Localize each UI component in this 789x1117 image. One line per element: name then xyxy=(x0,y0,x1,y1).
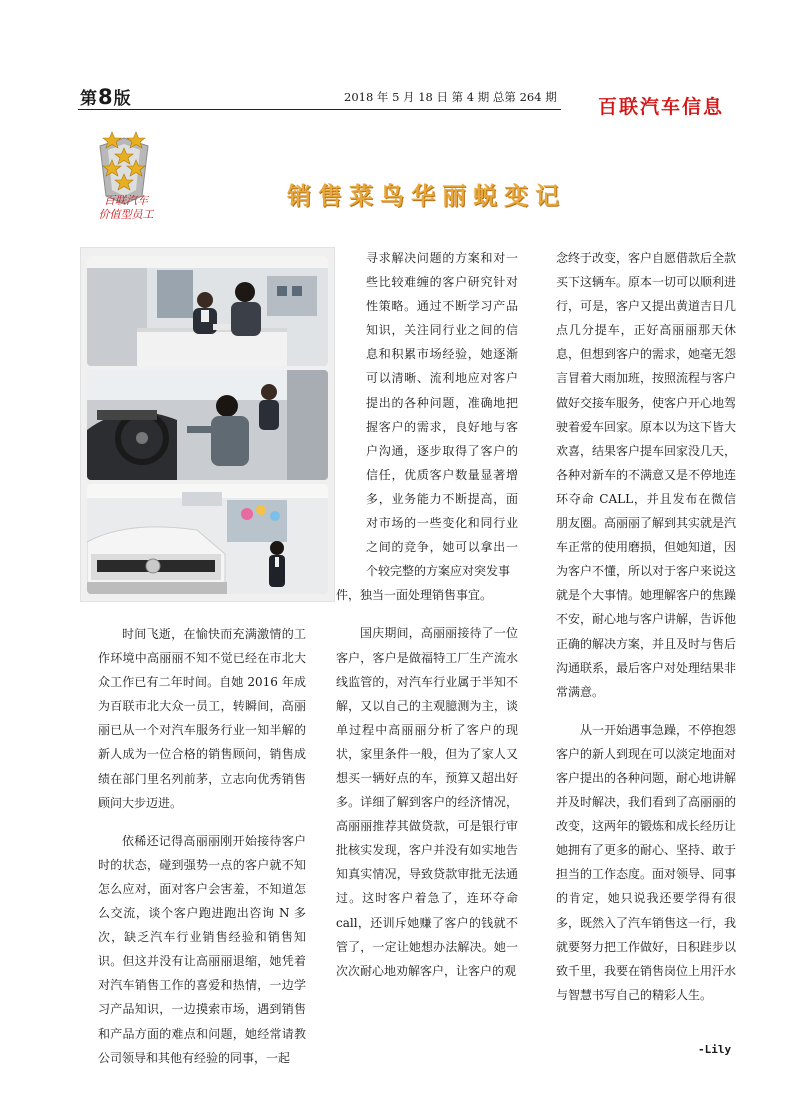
paragraph: 时间飞逝，在愉快而充满激情的工作环境中高丽丽不知不觉已经在市北大众工作已有二年时间。自她 2016 年成为百联市北大众一员工，转瞬间，高丽丽已从一个对汽车服务行业一知半解的新人成为一位合格的销售顾问，销售成绩在部门里名列前茅，立志向优秀销售顾问大步迈进。 xyxy=(98,627,306,810)
badge-line-1: 百联汽车 xyxy=(104,194,148,207)
paragraph: 念终于改变，客户自愿借款后全款买下这辆车。原本一切可以顺利进行，可是，客户又提出黄道吉日几点几分提车，正好高丽丽那天休息，但想到客户的需求，她毫无怨言冒着大雨加班，按照流程与客户做好交接车服务，使客户开心地驾驶着爱车回家。原本以为这下皆大欢喜，结果客户提车回家没几天，各种对新车的不满意又是不停地连环夺命 CALL，并且发布在微信朋友圈。高丽丽了解到其实就是汽车正常的使用磨损，但她知道，因为客户不懂，所以对于客户来说这就是个大事情。她理解客户的焦躁不安，耐心地与客户讲解，告诉他正确的解决方案，并且及时与售后沟通联系，最后客户对处理结果非常满意。 xyxy=(556,251,737,699)
paragraph: 从一开始遇事急躁，不停抱怨客户的新人到现在可以淡定地面对客户提出的各种问题，耐心地讲解并及时解决，我们看到了高丽丽的改变，这两年的锻炼和成长经历让她拥有了更多的耐心、坚持、敢于担当的工作态度。面对领导、同事的肯定，她只说我还要学得有很多，既然入了汽车销售这一行，我就要努力把工作做好，日积跬步以致千里，我要在销售岗位上用汗水与智慧书写自己的精彩人生。 xyxy=(556,722,737,1002)
paragraph: 件，独当一面处理销售事宜。 xyxy=(336,588,493,603)
badge-line-2: 价值型员工 xyxy=(98,208,154,221)
photo-collage xyxy=(80,247,335,602)
photo-car-showroom xyxy=(87,484,328,594)
badge-caption xyxy=(80,194,172,222)
article-column-2 xyxy=(336,246,518,983)
article-column-1 xyxy=(98,622,306,1070)
paragraph: 国庆期间，高丽丽接待了一位客户，客户是做福特工厂生产流水线监管的，对汽车行业属于半知不解，又以自己的主观臆测为主，谈单过程中高丽丽分析了客户的现状，家里条件一般，但为了家人又想买一辆好点的车，预算又超出好多。详细了解到客户的经济情况，高丽丽推荐其做贷款，可是银行审批核实发现，客户并没有如实地告知真实情况，导致贷款审批无法通过。这时客户着急了，连环夺命 call，还训斥她赚了客户的钱就不管了，一定让她想办法解决。她一次次耐心地劝解客户，让客户的观 xyxy=(336,626,518,978)
author-signature: -Lily xyxy=(698,1043,732,1056)
photo-consultation xyxy=(87,256,328,366)
paragraph: 寻求解决问题的方案和对一些比较难缠的客户研究针对性策略。通过不断学习产品知识，关注同行业之间的信息和积累市场经验，她逐渐可以清晰、流利地应对客户提出的各种问题，准确地把握客户的需求，良好地与客户沟通，逐步取得了客户的信任，优质客户数量显著增多，业务能力不断提高，面对市场的一些变化和同行业之间的竞争，她可以拿出一个较完整的方案应对突发事 xyxy=(366,251,518,579)
photo-car-interior xyxy=(87,370,328,480)
issue-line: 2018 年 5 月 18 日 第 4 期 总第 264 期 xyxy=(344,90,557,104)
article-title: 销售菜鸟华丽蜕变记 xyxy=(287,181,566,210)
page-number-label: 第8版 xyxy=(80,85,132,109)
header-divider xyxy=(78,109,561,110)
brand-name: 百联汽车信息 xyxy=(598,96,725,118)
article-column-3 xyxy=(556,246,736,1007)
paragraph: 依稀还记得高丽丽刚开始接待客户时的状态，碰到强势一点的客户就不知怎么应对，面对客户会害羞，不知道怎么交流，谈个客户跑进跑出咨询 N 多次，缺乏汽车行业销售经验和销售知识。但这并没有让高丽丽退缩，她凭着对汽车销售工作的喜爱和热情，一边学习产品知识，一边摸索市场，遇到销售和产品方面的难点和问题，她经常请教公司领导和其他有经验的同事，一起 xyxy=(98,833,306,1065)
page-number: 8 xyxy=(98,85,114,109)
